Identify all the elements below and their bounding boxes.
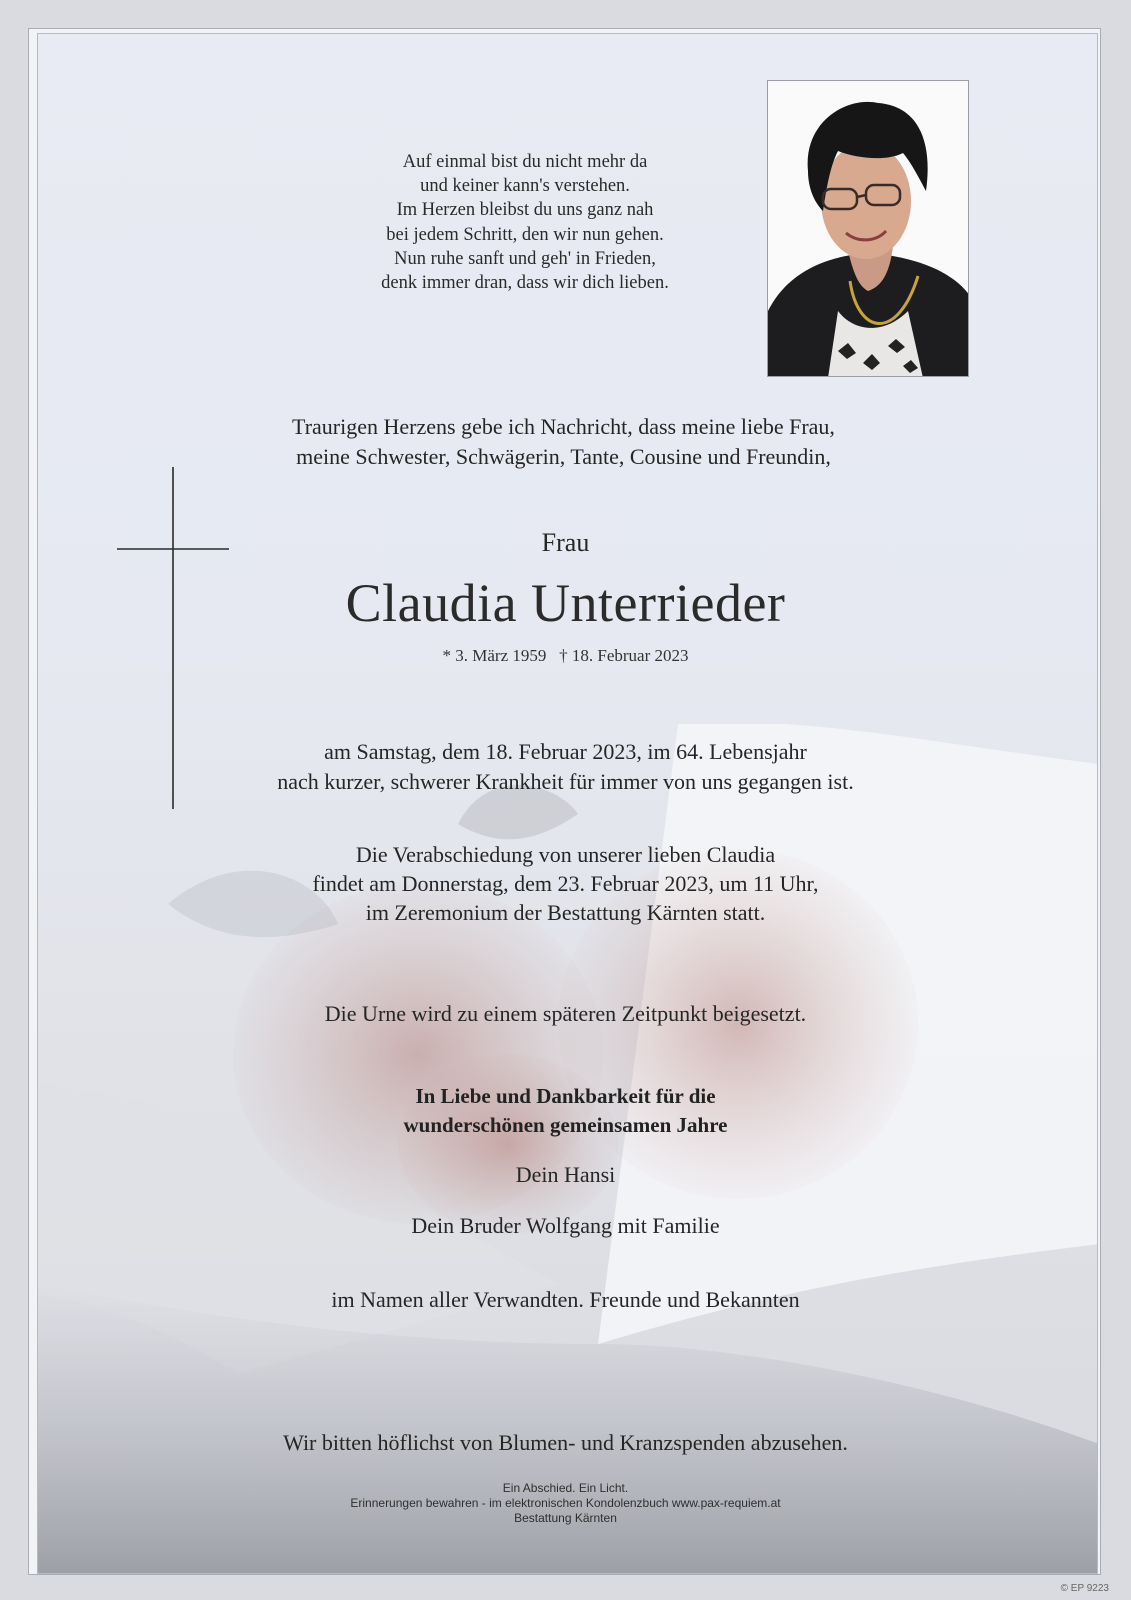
footer-line: Bestattung Kärnten [514, 1511, 617, 1525]
farewell-line: Die Verabschiedung von unserer lieben Claudia [355, 842, 776, 867]
poem-line: denk immer dran, dass wir dich lieben. [381, 273, 669, 294]
title-prefix: Frau [541, 528, 590, 557]
intro-line: meine Schwester, Schwägerin, Tante, Cousine und Freundin, [296, 444, 831, 469]
intro-line: Traurigen Herzens gebe ich Nachricht, dass meine liebe Frau, [292, 414, 835, 439]
thanks-line: In Liebe und Dankbarkeit für die [415, 1084, 716, 1108]
signature-brother: Dein Bruder Wolfgang mit Familie [411, 1213, 720, 1238]
farewell-ceremony [0, 840, 1131, 927]
life-dates: * 3. März 1959 † 18. Februar 2023 [442, 646, 689, 665]
signature-relatives: im Namen aller Verwandten. Freunde und Bekannten [331, 1287, 800, 1312]
farewell-line: findet am Donnerstag, dem 23. Februar 2023, um 11 Uhr, [312, 871, 819, 896]
signature-husband: Dein Hansi [515, 1162, 616, 1187]
thanks-line: wunderschönen gemeinsamen Jahre [403, 1113, 728, 1137]
poem-line: und keiner kann's verstehen. [420, 176, 630, 197]
farewell-line: im Zeremonium der Bestattung Kärnten statt. [365, 900, 766, 925]
announcement-intro [0, 412, 1131, 472]
deceased-name: Claudia Unterrieder [345, 573, 786, 633]
death-notice [0, 737, 1131, 797]
copyright-code: © EP 9223 [1060, 1583, 1109, 1594]
flowers-request: Wir bitten höflichst von Blumen- und Kranzspenden abzusehen. [283, 1430, 848, 1455]
poem-line: Nun ruhe sanft und geh' in Frieden, [394, 248, 656, 269]
death-notice-line: am Samstag, dem 18. Februar 2023, im 64. Lebensjahr [324, 739, 807, 764]
poem-line: Im Herzen bleibst du uns ganz nah [396, 200, 654, 221]
footer-line: Erinnerungen bewahren - im elektronischen Kondolenzbuch www.pax-requiem.at [350, 1496, 781, 1510]
poem-line: bei jedem Schritt, den wir nun gehen. [386, 224, 664, 245]
footer-line: Ein Abschied. Ein Licht. [502, 1481, 629, 1495]
poem-line: Auf einmal bist du nicht mehr da [402, 152, 648, 172]
thanks-message [0, 1082, 1131, 1140]
memorial-poem [0, 150, 1050, 295]
urn-notice: Die Urne wird zu einem späteren Zeitpunkt beigesetzt. [324, 1001, 807, 1026]
footer-note [0, 1481, 1131, 1526]
death-notice-line: nach kurzer, schwerer Krankheit für immer von uns gegangen ist. [277, 769, 854, 794]
